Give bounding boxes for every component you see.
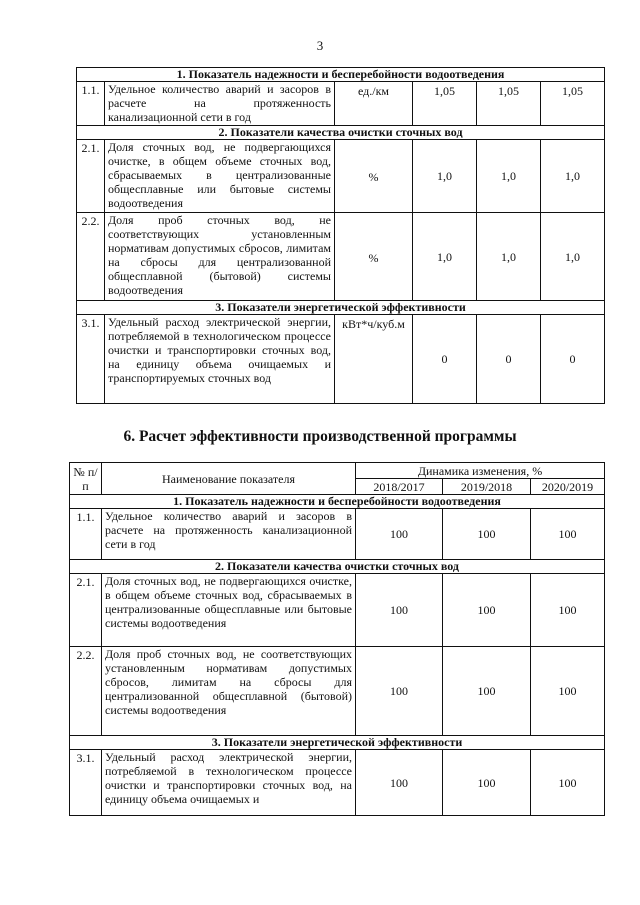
row-number: 2.1. <box>77 140 105 213</box>
header-year: 2020/2019 <box>531 479 605 495</box>
row-number: 3.1. <box>77 315 105 404</box>
value-cell: 100 <box>443 647 531 736</box>
table-row <box>77 82 605 126</box>
row-number: 1.1. <box>70 509 102 560</box>
value-cell: 1,05 <box>413 82 477 126</box>
efficiency-table <box>69 462 605 816</box>
value-cell: 100 <box>443 750 531 816</box>
section-header-row <box>77 301 605 315</box>
section-header-row <box>70 736 605 750</box>
header-num: № п/п <box>70 463 102 495</box>
row-number: 1.1. <box>77 82 105 126</box>
header-row <box>70 463 605 479</box>
value-cell: 100 <box>356 750 443 816</box>
unit-cell: кВт*ч/куб.м <box>335 315 413 404</box>
indicator-name: Доля сточных вод, не подвергающихся очистке, в общем объеме сточных вод, сбрасываемых в централизованные общесплавные или бытовые системы водоотведения <box>102 574 356 647</box>
row-number: 2.2. <box>70 647 102 736</box>
section-title: 3. Показатели энергетической эффективности <box>77 301 605 315</box>
section-title: 2. Показатели качества очистки сточных вод <box>70 560 605 574</box>
header-year: 2019/2018 <box>443 479 531 495</box>
table-row <box>77 315 605 404</box>
value-cell: 0 <box>413 315 477 404</box>
page-number: 3 <box>316 38 324 53</box>
value-cell: 1,0 <box>477 140 541 213</box>
section-title: 1. Показатель надежности и бесперебойности водоотведения <box>70 495 605 509</box>
value-cell: 1,0 <box>413 140 477 213</box>
section-header-row <box>77 68 605 82</box>
value-cell: 100 <box>531 750 605 816</box>
table-row <box>70 750 605 816</box>
table-row <box>70 647 605 736</box>
row-number: 3.1. <box>70 750 102 816</box>
indicator-name: Доля проб сточных вод, не соответствующих установленным нормативам допустимых сбросов, лимитам на сбросы для централизованной общесплавной (бытовой) системы водоотведения <box>105 213 335 301</box>
table-row <box>77 213 605 301</box>
value-cell: 1,0 <box>477 213 541 301</box>
value-cell: 100 <box>356 509 443 560</box>
value-cell: 100 <box>443 574 531 647</box>
section-header-row <box>70 495 605 509</box>
indicator-name: Удельное количество аварий и засоров в расчете на протяженность канализационной сети в год <box>102 509 356 560</box>
indicator-name: Удельный расход электрической энергии, потребляемой в технологическом процессе очистки и транспортировки сточных вод, на единицу объема очищаемых и <box>102 750 356 816</box>
indicator-name: Доля проб сточных вод, не соответствующих установленным нормативам допустимых сбросов, лимитам на сбросы для централизованной общесплавной (бытовой) системы водоотведения <box>102 647 356 736</box>
value-cell: 100 <box>531 574 605 647</box>
value-cell: 1,0 <box>541 213 605 301</box>
header-year: 2018/2017 <box>356 479 443 495</box>
value-cell: 1,0 <box>541 140 605 213</box>
indicator-name: Доля сточных вод, не подвергающихся очистке, в общем объеме сточных вод, сбрасываемых в централизованные общесплавные или бытовые системы водоотведения <box>105 140 335 213</box>
indicator-name: Удельное количество аварий и засоров в расчете на протяженность канализационной сети в год <box>105 82 335 126</box>
header-name: Наименование показателя <box>102 463 356 495</box>
row-number: 2.1. <box>70 574 102 647</box>
section-title: 3. Показатели энергетической эффективности <box>70 736 605 750</box>
value-cell: 100 <box>356 574 443 647</box>
value-cell: 1,0 <box>413 213 477 301</box>
row-number: 2.2. <box>77 213 105 301</box>
value-cell: 100 <box>443 509 531 560</box>
value-cell: 100 <box>531 509 605 560</box>
section-header-row <box>70 560 605 574</box>
section-title: 1. Показатель надежности и бесперебойности водоотведения <box>77 68 605 82</box>
value-cell: 1,05 <box>541 82 605 126</box>
value-cell: 0 <box>541 315 605 404</box>
table-row <box>70 509 605 560</box>
value-cell: 1,05 <box>477 82 541 126</box>
unit-cell: % <box>335 213 413 301</box>
unit-cell: % <box>335 140 413 213</box>
header-dynamics: Динамика изменения, % <box>356 463 605 479</box>
section-heading: 6. Расчет эффективности производственной программы <box>123 428 517 445</box>
value-cell: 100 <box>531 647 605 736</box>
value-cell: 0 <box>477 315 541 404</box>
indicator-name: Удельный расход электрической энергии, потребляемой в технологическом процессе очистки и транспортировки сточных вод, на единицу объема очищаемых и транспортируемых сточных вод <box>105 315 335 404</box>
table-row <box>70 574 605 647</box>
section-title: 2. Показатели качества очистки сточных вод <box>77 126 605 140</box>
table-row <box>77 140 605 213</box>
unit-cell: ед./км <box>335 82 413 126</box>
indicators-table <box>76 67 605 404</box>
value-cell: 100 <box>356 647 443 736</box>
section-header-row <box>77 126 605 140</box>
